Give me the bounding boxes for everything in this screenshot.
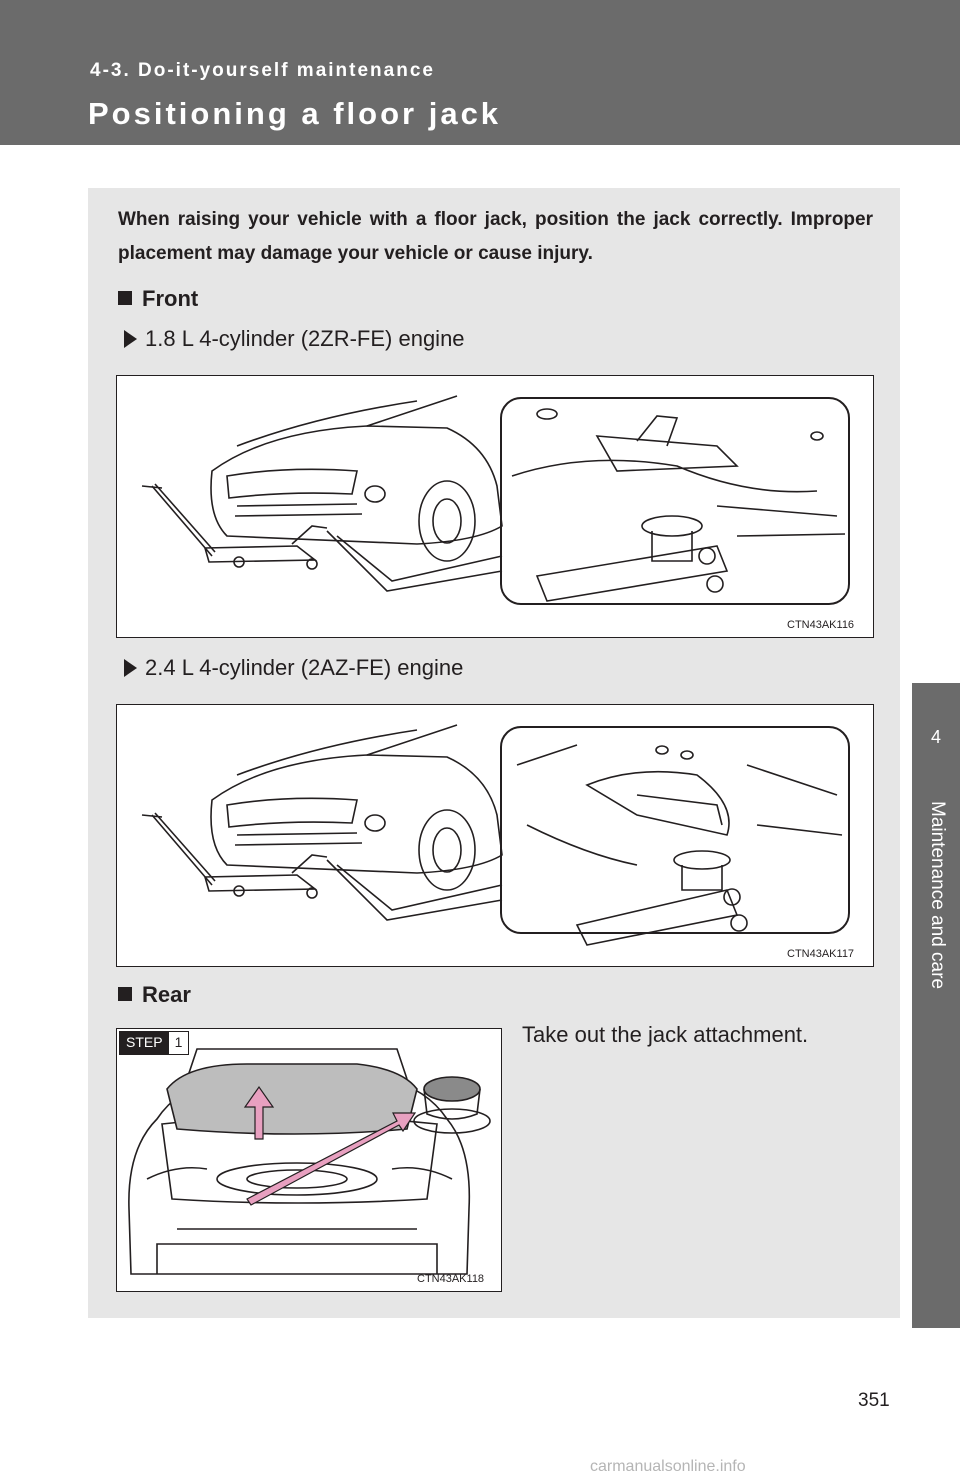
figure-code: CTN43AK116 bbox=[787, 619, 855, 631]
front-car-jack-illustration-2 bbox=[117, 705, 873, 966]
front-figure-2 bbox=[116, 704, 874, 967]
page-header bbox=[0, 0, 960, 145]
square-bullet-icon bbox=[118, 291, 132, 305]
watermark: carmanualsonline.info bbox=[590, 1458, 746, 1475]
intro-paragraph: When raising your vehicle with a floor jack, position the jack correctly. Improper placement may damage your vehicle or cause injury. bbox=[118, 209, 873, 264]
front-figure-1 bbox=[116, 375, 874, 638]
section-title: 4-3. Do-it-yourself maintenance bbox=[90, 60, 435, 81]
page-title: Positioning a floor jack bbox=[88, 96, 502, 131]
triangle-bullet-icon bbox=[124, 330, 137, 348]
figure-code: CTN43AK117 bbox=[787, 948, 855, 960]
page-number: 351 bbox=[858, 1390, 890, 1411]
triangle-bullet-icon bbox=[124, 659, 137, 677]
square-bullet-icon bbox=[118, 987, 132, 1001]
engine-variant-2: 2.4 L 4-cylinder (2AZ-FE) engine bbox=[124, 655, 463, 681]
rear-heading: Rear bbox=[118, 982, 191, 1008]
step-badge bbox=[119, 1031, 189, 1055]
front-heading: Front bbox=[118, 286, 198, 312]
front-car-jack-illustration-1 bbox=[117, 376, 873, 637]
step-instruction: Take out the jack attachment. bbox=[522, 1022, 809, 1047]
rear-figure bbox=[116, 1028, 502, 1292]
chapter-number: 4 bbox=[930, 727, 941, 747]
step-label: STEP bbox=[120, 1032, 169, 1054]
trunk-jack-attachment-illustration bbox=[117, 1029, 501, 1291]
step-number: 1 bbox=[169, 1032, 189, 1054]
engine-variant-1: 1.8 L 4-cylinder (2ZR-FE) engine bbox=[124, 326, 465, 352]
figure-code: CTN43AK118 bbox=[417, 1273, 485, 1285]
chapter-label: Maintenance and care bbox=[927, 801, 948, 990]
chapter-tab[interactable] bbox=[912, 683, 960, 1328]
